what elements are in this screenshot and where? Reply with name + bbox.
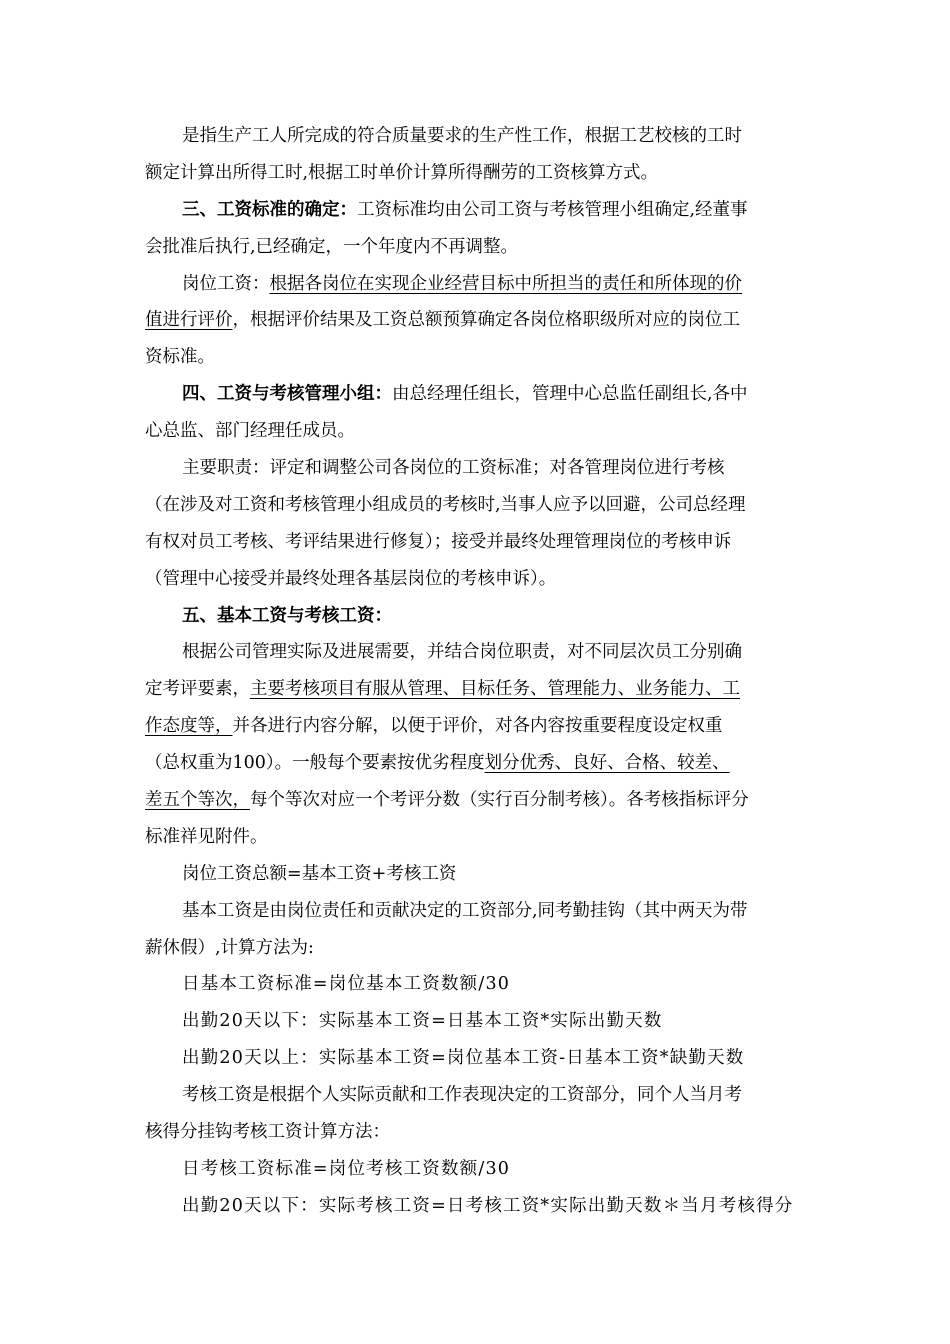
document-page — [145, 118, 810, 1225]
paragraph-line — [145, 708, 810, 745]
underlined-text: 差五个等次， — [145, 790, 250, 811]
text-run: 并各进行内容分解，以便于评价，对各内容按重要程度设定权重 — [232, 716, 723, 737]
underlined-text: 值进行评价 — [145, 310, 233, 331]
paragraph-line — [145, 118, 810, 155]
text-run: 根据公司管理实际及进展需要，并结合岗位职责，对不同层次员工分别确 — [182, 642, 742, 663]
text-run: 资标准。 — [145, 347, 215, 368]
paragraph-line — [145, 302, 810, 339]
underlined-text: 作态度等， — [145, 716, 233, 737]
section-four-line — [145, 376, 810, 413]
paragraph-line — [145, 266, 810, 303]
paragraph-line — [145, 745, 810, 782]
text-run: 工资标准均由公司工资与考核管理小组确定,经董事 — [357, 199, 748, 220]
paragraph-line — [145, 1114, 810, 1151]
section-heading: 三、工资标准的确定： — [182, 199, 357, 220]
text-run: 标准祥见附件。 — [145, 826, 268, 847]
formula-text: 出勤20天以下：实际基本工资=日基本工资*实际出勤天数 — [182, 1011, 663, 1032]
formula-text: 出勤20天以上：实际基本工资=岗位基本工资-日基本工资*缺勤天数 — [182, 1048, 745, 1069]
section-five-line — [145, 598, 810, 635]
formula-text: 日考核工资标准=岗位考核工资数额/30 — [182, 1158, 511, 1179]
text-run: 基本工资是由岗位责任和贡献决定的工资部分,同考勤挂钩（其中两天为带 — [182, 900, 748, 921]
text-run: 有权对员工考核、考评结果进行修复）；接受并最终处理管理岗位的考核申诉 — [145, 531, 732, 552]
text-run: ，根据评价结果及工资总额预算确定各岗位格职级所对应的岗位工 — [232, 310, 740, 331]
underlined-text: 根据各岗位在实现企业经营目标中所担当的责任和所体现的价 — [269, 273, 742, 294]
formula-text: 日基本工资标准=岗位基本工资数额/30 — [182, 974, 511, 995]
paragraph-line — [145, 229, 810, 266]
paragraph-line — [145, 413, 810, 450]
text-run: 心总监、部门经理任成员。 — [145, 421, 355, 442]
text-run: 定考评要素， — [145, 679, 250, 700]
paragraph-line — [145, 671, 810, 708]
paragraph-line — [145, 819, 810, 856]
paragraph-line — [145, 155, 810, 192]
underlined-text: 主要考核项目有服从管理、目标任务、管理能力、业务能力、工 — [250, 679, 740, 700]
formula-line — [145, 966, 810, 1003]
formula-line — [145, 1040, 810, 1077]
formula-line — [145, 1151, 810, 1188]
paragraph-line — [145, 487, 810, 524]
section-heading: 五、基本工资与考核工资： — [182, 605, 392, 626]
text-run: 薪休假）,计算方法为: — [145, 937, 314, 958]
text-run: 会批准后执行,已经确定，一个年度内不再调整。 — [145, 236, 519, 257]
formula-text: 岗位工资总额=基本工资+考核工资 — [182, 863, 457, 884]
text-run: 额定计算出所得工时,根据工时单价计算所得酬劳的工资核算方式。 — [145, 162, 659, 183]
text-run: 由总经理任组长，管理中心总监任副组长,各中 — [392, 384, 748, 405]
paragraph-line — [145, 561, 810, 598]
formula-text: 出勤20天以下：实际考核工资=日考核工资*实际出勤天数＊当月考核得分 — [182, 1195, 794, 1216]
section-heading: 四、工资与考核管理小组： — [182, 384, 392, 405]
text-run: 每个等次对应一个考评分数（实行百分制考核）。各考核指标评分 — [250, 790, 749, 811]
paragraph-line — [145, 450, 810, 487]
paragraph-line — [145, 634, 810, 671]
paragraph-line — [145, 930, 810, 967]
paragraph-line — [145, 524, 810, 561]
text-run: （总权重为100）。一般每个要素按优劣程度 — [145, 753, 485, 774]
formula-line — [145, 1188, 810, 1225]
text-run: （在涉及对工资和考核管理小组成员的考核时,当事人应予以回避，公司总经理 — [145, 494, 746, 515]
formula-line — [145, 1003, 810, 1040]
text-run: 考核工资是根据个人实际贡献和工作表现决定的工资部分，同个人当月考 — [182, 1085, 742, 1106]
paragraph-line — [145, 782, 810, 819]
text-run: 主要职责：评定和调整公司各岗位的工资标准；对各管理岗位进行考核 — [182, 458, 725, 479]
underlined-text: 划分优秀、良好、合格、较差、 — [484, 753, 730, 774]
text-run: （管理中心接受并最终处理各基层岗位的考核申诉）。 — [145, 568, 557, 589]
text-run: 是指生产工人所完成的符合质量要求的生产性工作，根据工艺校核的工时 — [182, 126, 742, 146]
paragraph-line — [145, 339, 810, 376]
section-three-line — [145, 192, 810, 229]
text-run: 岗位工资： — [182, 273, 270, 294]
text-run: 核得分挂钩考核工资计算方法： — [145, 1122, 390, 1143]
paragraph-line — [145, 893, 810, 930]
paragraph-line — [145, 1077, 810, 1114]
formula-line — [145, 856, 810, 893]
